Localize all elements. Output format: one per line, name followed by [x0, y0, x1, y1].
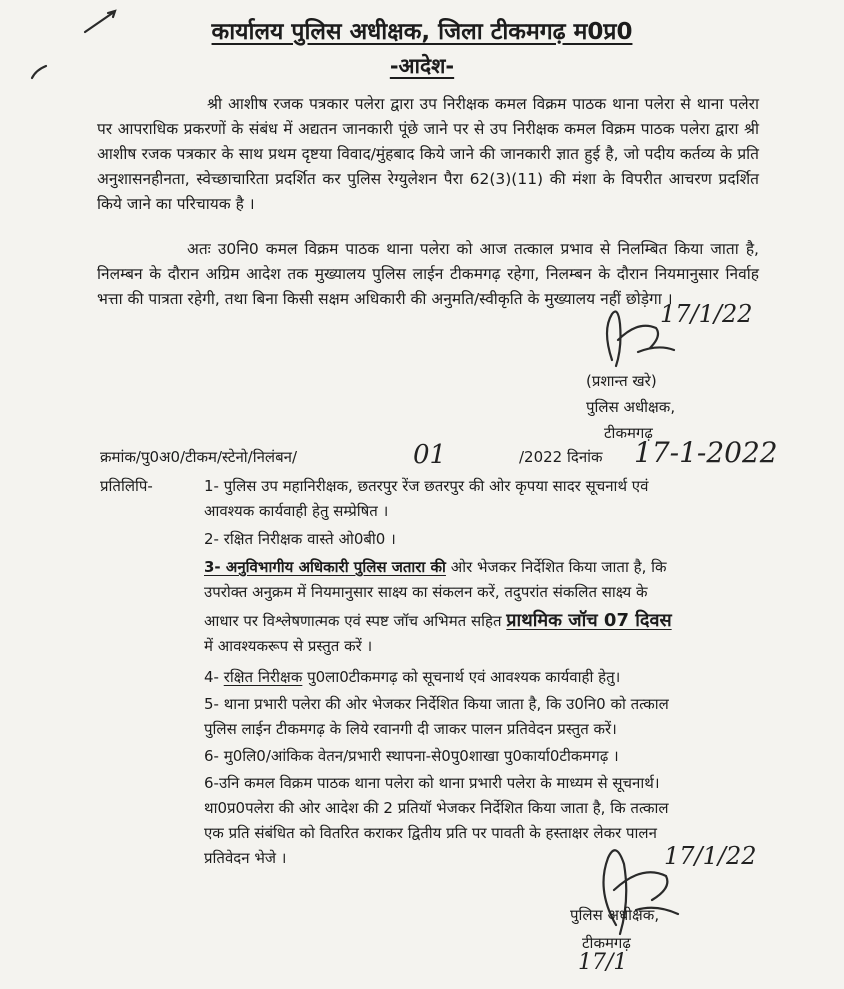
list-item	[204, 608, 764, 634]
page-subtitle: -आदेश-	[389, 54, 455, 78]
list-item: आवश्यक कार्यवाही हेतु सम्प्रेषित ।	[204, 502, 389, 520]
para1-line: श्री आशीष रजक पत्रकार पलेरा द्वारा उप निरीक्षक कमल विक्रम पाठक थाना पलेरा से	[207, 95, 691, 113]
order-year: /2022 दिनांक	[519, 448, 603, 466]
item3-rest: ओर भेजकर निर्देशित किया जाता है, कि	[445, 558, 667, 576]
item3-highlight: 3- अनुविभागीय अधिकारी पुलिस जतारा की	[204, 558, 446, 576]
list-item: उपरोक्त अनुक्रम में नियमानुसार साक्ष्य का संकलन करें, तदुपरांत संकलित साक्ष्य के	[204, 583, 648, 601]
signatory-place: टीकमगढ़	[604, 424, 653, 442]
list-item	[204, 555, 764, 580]
para1-line: जानकारी ज्ञात हुई है, जो पदीय कर्तव्य के प्रति अनुशासनहीनता, स्वेच्छाचारिता प्रदर्शित कर पुलिस	[97, 145, 760, 188]
item4-highlight: रक्षित निरीक्षक	[223, 668, 303, 686]
signature1-date: 17/1/22	[660, 300, 753, 328]
list-item: था0प्र0पलेरा की ओर आदेश की 2 प्रतियॉ भेजकर निर्देशित किया जाता है, कि तत्काल	[204, 799, 669, 817]
copy-to-list	[204, 474, 764, 871]
list-item: 6-उनि कमल विक्रम पाठक थाना पलेरा को थाना प्रभारी पलेरा के माध्यम से सूचनार्थ।	[204, 774, 660, 792]
signatory-designation: पुलिस अधीक्षक,	[586, 398, 676, 416]
signature2-date: 17/1/22	[664, 842, 757, 870]
copy-to-label: प्रतिलिपि-	[100, 477, 153, 495]
list-item: 5- थाना प्रभारी पलेरा की ओर भेजकर निर्देशित किया जाता है, कि उ0नि0 को तत्काल	[204, 695, 669, 713]
list-item: 6- मु0लि0/आंकिक वेतन/प्रभारी स्थापना-से0पु0शाखा पु0कार्या0टीकमगढ़ ।	[204, 747, 619, 765]
page-title: कार्यालय पुलिस अधीक्षक, जिला टीकमगढ़ म0प्र0	[211, 19, 633, 45]
order-date: 17-1-2022	[634, 436, 778, 469]
order-number: 01	[413, 440, 447, 470]
para1-line: रेग्युलेशन पैरा 62(3)(11) की मंशा के विपरीत आचरण प्रदर्शित किये जाने का परिचायक है ।	[97, 170, 759, 213]
para1-line: थाना पलेरा पर आपराधिक प्रकरणों के संबंध में अद्यतन जानकारी पूंछे जाने पर से उप निरीक्षक कमल	[97, 95, 759, 138]
signatory-name: (प्रशान्त खरे)	[586, 372, 657, 390]
list-item: 2- रक्षित निरीक्षक वास्ते ओ0बी0 ।	[204, 530, 396, 548]
para2-line: अतः उ0नि0 कमल विक्रम पाठक थाना पलेरा को आज तत्काल प्रभाव से निलम्बित	[187, 240, 668, 258]
para2-line: के दौरान नियमानुसार निर्वाह भत्ता की पात्रता रहेगी, तथा बिना किसी सक्षम अधिकारी की	[97, 265, 760, 308]
list-item: प्रतिवेदन भेजे ।	[204, 849, 287, 867]
order-paragraph-1	[97, 92, 759, 217]
list-item: 1- पुलिस उप महानिरीक्षक, छतरपुर रेंज छतरपुर की ओर कृपया सादर सूचनार्थ एवं	[204, 477, 649, 495]
item3-line3: आधार पर विश्लेषणात्मक एवं स्पष्ट जॉच अभिमत सहित	[204, 612, 507, 630]
list-item: पुलिस लाईन टीकमगढ़ के लिये रवानगी दी जाकर पालन प्रतिवेदन प्रस्तुत करें।	[204, 720, 617, 738]
preliminary-inquiry-deadline: प्राथमिक जॉच 07 दिवस	[506, 610, 672, 631]
signatory2-place: टीकमगढ़	[582, 934, 631, 952]
list-item: 4- रक्षित निरीक्षक पु0ला0टीकमगढ़ को सूचनार्थ एवं आवश्यक कार्यवाही हेतु।	[204, 668, 621, 686]
para1-line: विक्रम पाठक पलेरा द्वारा श्री आशीष रजक पत्रकार के साथ प्रथम दृष्टया विवाद/मुंहबाद किये जाने की	[97, 120, 759, 163]
list-item: एक प्रति संबंधित को वितरित कराकर द्वितीय प्रति पर पावती के हस्ताक्षर लेकर पालन	[204, 824, 657, 842]
order-ref-prefix: क्रमांक/पु0अ0/टीकम/स्टेनो/निलंबन/	[100, 448, 298, 466]
para2-line: किया जाता है, निलम्बन के दौरान अग्रिम आदेश तक मुख्यालय पुलिस लाईन टीकमगढ़ रहेगा, निलम्बन	[97, 240, 759, 283]
signature2-bottom-date: 17/1	[578, 950, 628, 975]
list-item: में आवश्यकरूप से प्रस्तुत करें ।	[204, 637, 373, 655]
signatory2-designation: पुलिस अधीक्षक,	[570, 906, 660, 924]
para2-line: अनुमति/स्वीकृति के मुख्यालय नहीं छोड़ेगा ।	[431, 290, 673, 308]
